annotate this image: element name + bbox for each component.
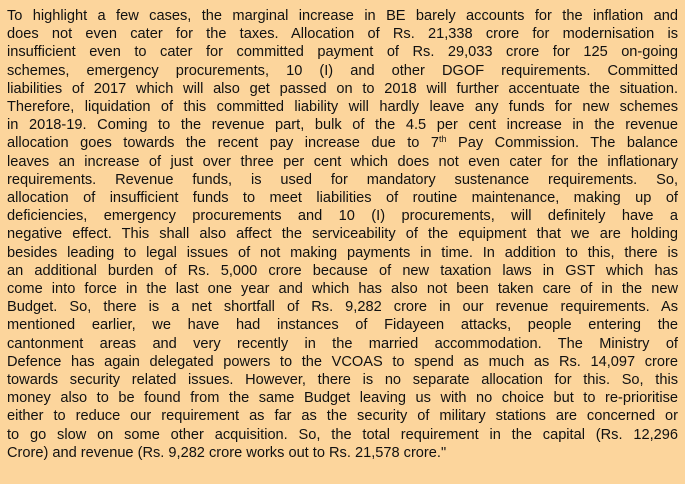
paragraph-line: does not even cater for the taxes. Allocation of Rs. 21,338 crore for modernisation is <box>7 26 678 43</box>
paragraph-line-with-superscript <box>7 134 678 152</box>
paragraph-line: schemes, emergency procurements, 10 (I) and other DGOF requirements. Committed <box>7 62 678 79</box>
paragraph-line: allocation of insufficient funds to meet liabilities of routine maintenance, making up of <box>7 190 678 207</box>
paragraph-line: deficiencies, emergency procurements and 10 (I) procurements, will definitely have a <box>7 208 678 225</box>
paragraph-line: besides leading to legal issues of not making payments in time. In addition to this, there is <box>7 244 678 261</box>
paragraph-line-last: Crore) and revenue (Rs. 9,282 crore works out to Rs. 21,578 crore." <box>7 444 447 461</box>
line-text-tail: Pay Commission. The balance <box>446 135 678 152</box>
line-text: allocation goes towards the recent pay increase due to 7 <box>7 135 440 152</box>
ordinal-superscript: th <box>439 134 447 145</box>
paragraph-line: negative effect. This shall also affect the serviceability of the equipment that we are holding <box>7 226 678 243</box>
paragraph-line: liabilities of 2017 which will also get passed on to 2018 will further accentuate the situation. <box>7 80 678 97</box>
paragraph-line: To highlight a few cases, the marginal increase in BE barely accounts for the inflation and <box>7 8 678 24</box>
paragraph-line: insufficient even to cater for committed payment of Rs. 29,033 crore for 125 on-going <box>7 44 678 61</box>
paragraph-line: Budget. So, there is a net shortfall of Rs. 9,282 crore in our revenue requirements. As <box>7 299 678 316</box>
paragraph-line: requirements. Revenue funds, is used for mandatory sustenance requirements. So, <box>7 171 678 188</box>
paragraph-line: Therefore, liquidation of this committed liability will hardly leave any funds for new schemes <box>7 99 678 116</box>
paragraph-line: towards security related issues. However, there is no separate allocation for this. So, this <box>7 372 678 389</box>
paragraph-line: in 2018-19. Coming to the revenue part, bulk of the 4.5 per cent increase in the revenue <box>7 117 678 134</box>
paragraph-line: Defence has again delegated powers to the VCOAS to spend as much as Rs. 14,097 crore <box>7 353 678 370</box>
document-paragraph <box>7 7 678 462</box>
paragraph-line: come into force in the last one year and which has also not been taken care of in the new <box>7 281 678 298</box>
paragraph-line: an additional burden of Rs. 5,000 crore because of new taxation laws in GST which has <box>7 262 678 279</box>
paragraph-line: either to reduce our requirement as far as the security of military stations are concerned or <box>7 408 678 425</box>
paragraph-line: to go slow on some other acquisition. So, the total requirement in the capital (Rs. 12,296 <box>7 426 678 443</box>
paragraph-line: mentioned earlier, we have had instances of Fidayeen attacks, people entering the <box>7 317 678 334</box>
paragraph-line: money also to be found from the same Budget leaving us with no choice but to re-prioritise <box>7 390 678 407</box>
paragraph-line: cantonment areas and very recently in the married accommodation. The Ministry of <box>7 335 678 352</box>
paragraph-line: leaves an increase of just over three per cent which does not even cater for the inflationary <box>7 153 678 170</box>
